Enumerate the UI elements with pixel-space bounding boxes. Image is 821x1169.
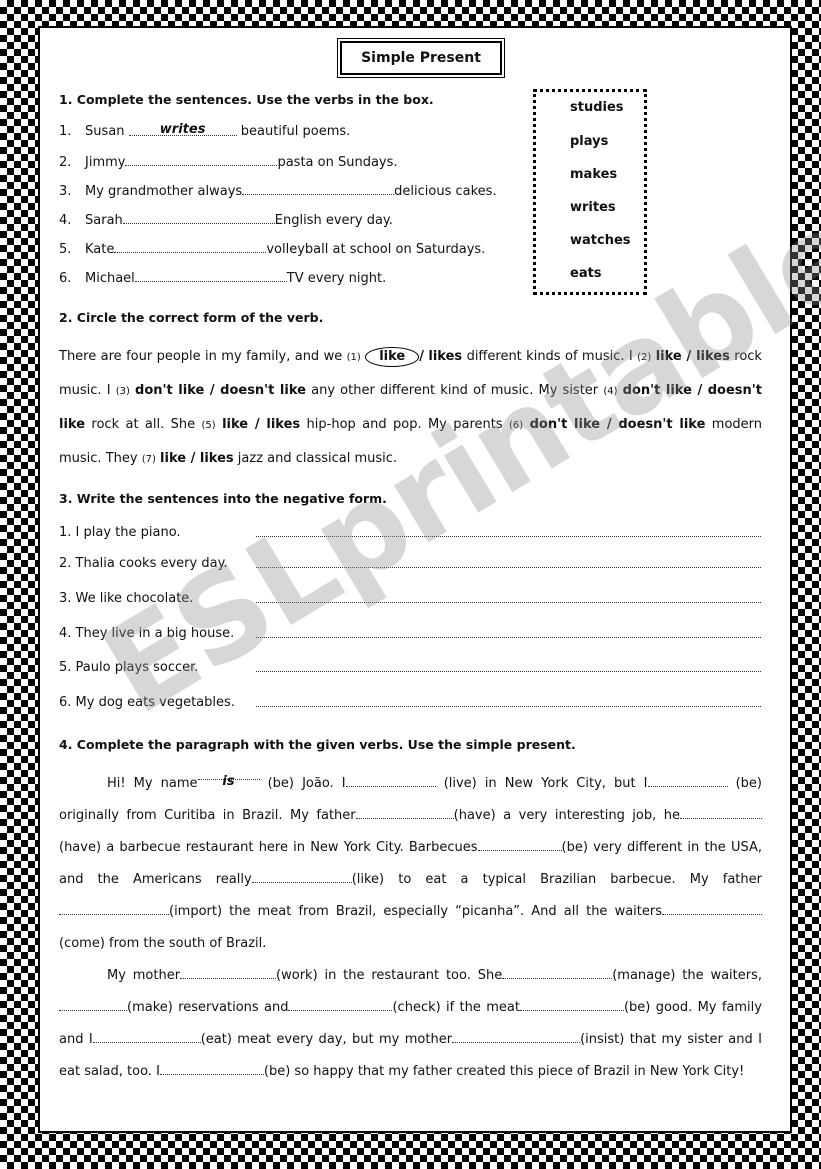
answer-line[interactable] <box>256 661 761 672</box>
circled-option[interactable]: like <box>365 347 419 367</box>
ex3-sentence: 4. They live in a big house. <box>59 626 235 641</box>
exercise-3-heading: 3. Write the sentences into the negative form. <box>59 491 387 506</box>
ex3-sentence: 6. My dog eats vegetables. <box>59 695 235 710</box>
exercise-2-heading: 2. Circle the correct form of the verb. <box>59 310 324 325</box>
answer-blank[interactable] <box>125 154 277 166</box>
answer-line[interactable] <box>256 526 761 537</box>
ex3-sentence: 3. We like chocolate. <box>59 591 194 606</box>
exercise-1-heading: 1. Complete the sentences. Use the verbs in the box. <box>59 92 434 107</box>
answer-line[interactable] <box>256 696 761 707</box>
verb-box-item: writes <box>570 200 616 215</box>
verb-box-item: eats <box>570 266 602 281</box>
answer-blank[interactable] <box>242 183 394 195</box>
ex1-item-3: 3. My grandmother always delicious cakes. <box>59 184 497 199</box>
option[interactable]: like / likes <box>655 349 730 364</box>
answer-blank[interactable] <box>114 241 266 253</box>
ex1-item-6: 6. Michael TV every night. <box>59 271 387 286</box>
option[interactable]: don't like / doesn't like <box>59 383 762 432</box>
ex2-paragraph: There are four people in my family, and we (1) like / likes different kinds of music. I (2) like / likes rock music. I (3) don't like / doesn't like any other different kind of music. My sister (4) don't like / doesn't like rock at all. She (5) like / likes hip-hop and pop. My parents (6) don't like / doesn't like modern music. They (7) like / likes jazz and classical music. <box>59 349 763 466</box>
option[interactable]: like / likes <box>160 451 234 466</box>
ex3-sentence: 1. I play the piano. <box>59 525 181 540</box>
ex3-sentence: 2. Thalia cooks every day. <box>59 556 228 571</box>
option[interactable]: like / likes <box>222 417 301 432</box>
answer-blank[interactable] <box>135 270 287 282</box>
ex1-item-1: 1. Susan writes beautiful poems. <box>59 122 351 139</box>
ex3-sentence: 5. Paulo plays soccer. <box>59 660 199 675</box>
worksheet-title: Simple Present <box>361 50 481 66</box>
ex1-item-5: 5. Kate volleyball at school on Saturdays. <box>59 242 486 257</box>
option[interactable]: don't like / doesn't like <box>135 383 306 398</box>
verb-box-item: plays <box>570 134 609 149</box>
verb-box <box>533 89 647 295</box>
verb-box-item: watches <box>570 233 631 248</box>
answer-line[interactable] <box>256 592 761 603</box>
ex1-item-4: 4. Sarah English every day. <box>59 213 393 228</box>
answer-blank[interactable] <box>123 212 275 224</box>
ex4-paragraph-1: Hi! My name is (be) João. I (live) in New York City, but I (be) originally from Curitiba in Brazil. My father (have) a very interesting job, he(have) a barbecue restaurant here in New York City. Barbecues (be) very different in the USA, and the Americans really (like) to eat a typical Brazilian barbecue. My father(import) the meat from Brazil, especially “picanha”. And all the waiters(come) from the south of Brazil. <box>59 768 762 960</box>
worksheet-title-box <box>340 41 502 75</box>
ex1-item-2: 2. Jimmy pasta on Sundays. <box>59 155 398 170</box>
ex4-paragraph-2: My mother (work) in the restaurant too. She (manage) the waiters, (make) reservations and (check) if the meat (be) good. My family and I (eat) meat every day, but my mother (insist) that my sister and I eat salad, too. I (be) so happy that my father created this piece of Brazil in New York City! <box>59 968 762 1079</box>
option[interactable]: likes <box>428 349 463 364</box>
option[interactable]: don't like / doesn't like <box>529 417 706 432</box>
answer-line[interactable] <box>256 627 761 638</box>
verb-box-item: makes <box>570 167 618 182</box>
verb-box-item: studies <box>570 100 624 115</box>
answer-line[interactable] <box>256 557 761 568</box>
exercise-4-heading: 4. Complete the paragraph with the given verbs. Use the simple present. <box>59 737 576 752</box>
